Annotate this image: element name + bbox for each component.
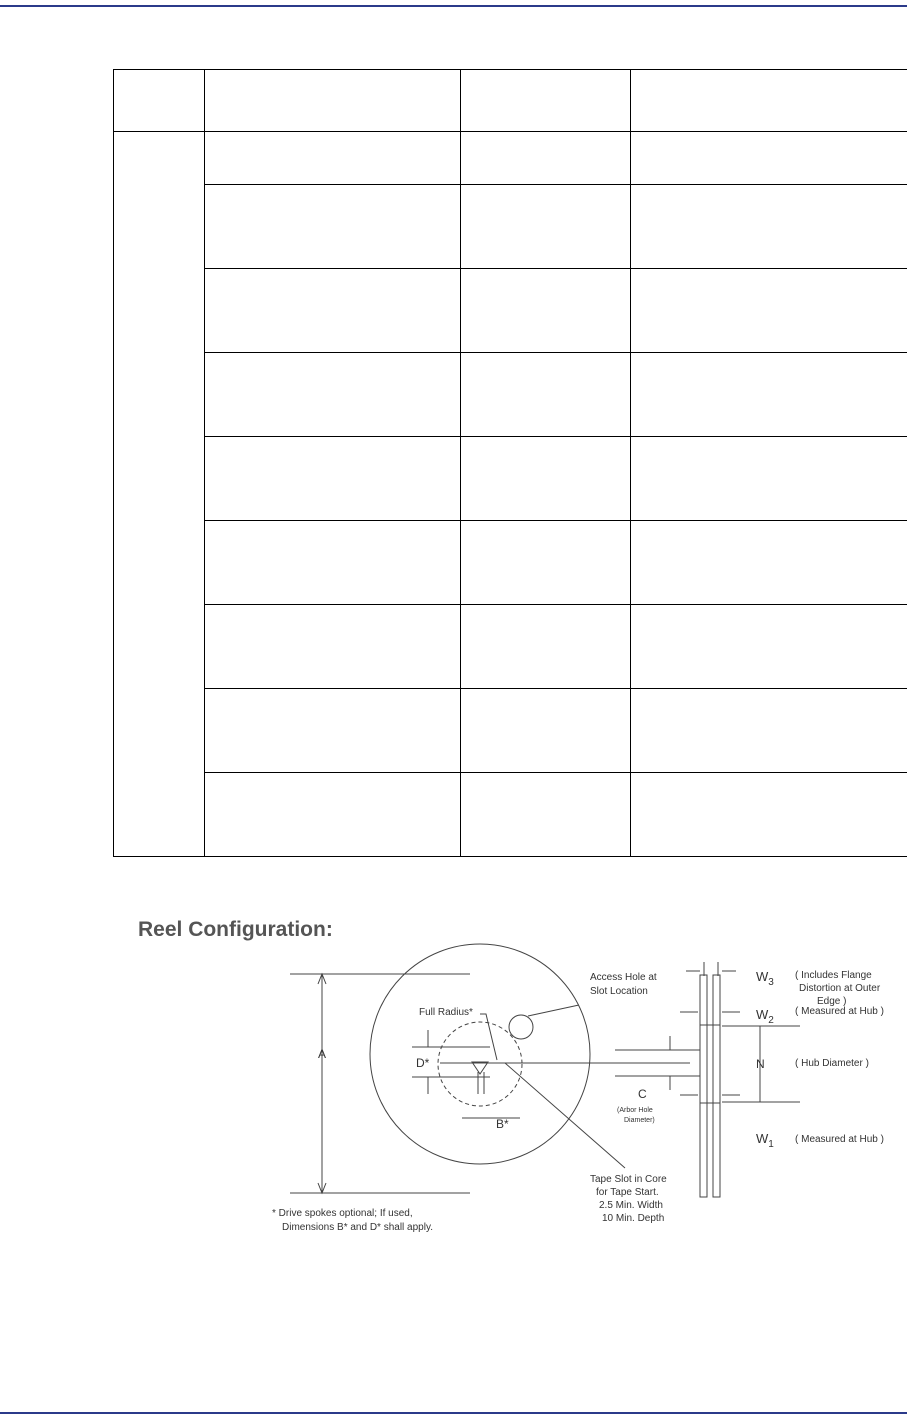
table-row <box>114 521 907 605</box>
arbor-hole-shape <box>472 1062 488 1074</box>
table-row <box>114 773 907 857</box>
label-n: N <box>756 1057 765 1071</box>
arbor-line2: Diameter) <box>624 1117 655 1124</box>
table-cell <box>205 132 461 185</box>
table-row <box>114 185 907 269</box>
header-cell <box>461 70 631 132</box>
table-cell <box>631 605 907 689</box>
table-cell <box>461 773 631 857</box>
table-cell <box>461 269 631 353</box>
tape-slot-line4: 10 Min. Depth <box>602 1213 665 1224</box>
table-cell <box>205 605 461 689</box>
table-cell <box>461 437 631 521</box>
hub-note: ( Hub Diameter ) <box>795 1058 869 1069</box>
merged-cell <box>114 132 205 857</box>
label-c: C <box>638 1087 647 1101</box>
label-b: B* <box>496 1117 509 1131</box>
table-row <box>114 689 907 773</box>
table-cell <box>631 773 907 857</box>
table-row <box>114 437 907 521</box>
access-hole-outline <box>509 1015 533 1039</box>
table-cell <box>205 521 461 605</box>
spec-table <box>113 69 907 857</box>
table-cell <box>631 185 907 269</box>
reel-diagram <box>0 940 907 1250</box>
header-cell <box>631 70 907 132</box>
tape-slot-line3: 2.5 Min. Width <box>599 1200 663 1211</box>
table-row <box>114 605 907 689</box>
table-cell <box>461 689 631 773</box>
w2-note: ( Measured at Hub ) <box>795 1006 884 1017</box>
table-cell <box>631 269 907 353</box>
table-cell <box>461 185 631 269</box>
label-w1: $W_1$ <box>756 1131 774 1150</box>
table-cell <box>205 185 461 269</box>
access-hole-line1: Access Hole at <box>590 972 657 983</box>
table-cell <box>631 437 907 521</box>
tape-slot-line2: for Tape Start. <box>596 1187 659 1198</box>
reel-flange-outline <box>370 944 590 1164</box>
table-cell <box>205 689 461 773</box>
table-cell <box>631 132 907 185</box>
table-cell <box>205 269 461 353</box>
tape-slot-line1: Tape Slot in Core <box>590 1174 667 1185</box>
table-cell <box>205 353 461 437</box>
w1-note: ( Measured at Hub ) <box>795 1134 884 1145</box>
full-radius-label: Full Radius* <box>419 1007 473 1018</box>
table-row <box>114 132 907 185</box>
table-cell <box>461 132 631 185</box>
label-w2: $W_2$ <box>756 1007 774 1026</box>
section-title: Reel Configuration: <box>138 918 333 941</box>
table-cell <box>461 605 631 689</box>
w3-note-line3: Edge ) <box>817 996 847 1007</box>
w3-note-line1: ( Includes Flange <box>795 970 872 981</box>
table-cell <box>631 521 907 605</box>
table-cell <box>461 353 631 437</box>
footnote-line2: Dimensions B* and D* shall apply. <box>282 1222 434 1233</box>
top-rule <box>0 5 907 7</box>
table-header-row <box>114 70 907 132</box>
label-w3: $W_3$ <box>756 969 774 988</box>
table-cell <box>205 773 461 857</box>
header-cell <box>114 70 205 132</box>
header-cell <box>205 70 461 132</box>
table-row <box>114 353 907 437</box>
bottom-rule <box>0 1412 907 1414</box>
label-d: D* <box>416 1056 430 1070</box>
table-cell <box>461 521 631 605</box>
w3-note-line2: Distortion at Outer <box>799 983 881 994</box>
arbor-line1: (Arbor Hole <box>617 1107 653 1114</box>
table-cell <box>205 437 461 521</box>
access-hole-line2: Slot Location <box>590 986 648 997</box>
table-cell <box>631 689 907 773</box>
table-row <box>114 269 907 353</box>
footnote-line1: * Drive spokes optional; If used, <box>272 1208 413 1219</box>
table-cell <box>631 353 907 437</box>
label-a: A <box>318 1047 327 1061</box>
